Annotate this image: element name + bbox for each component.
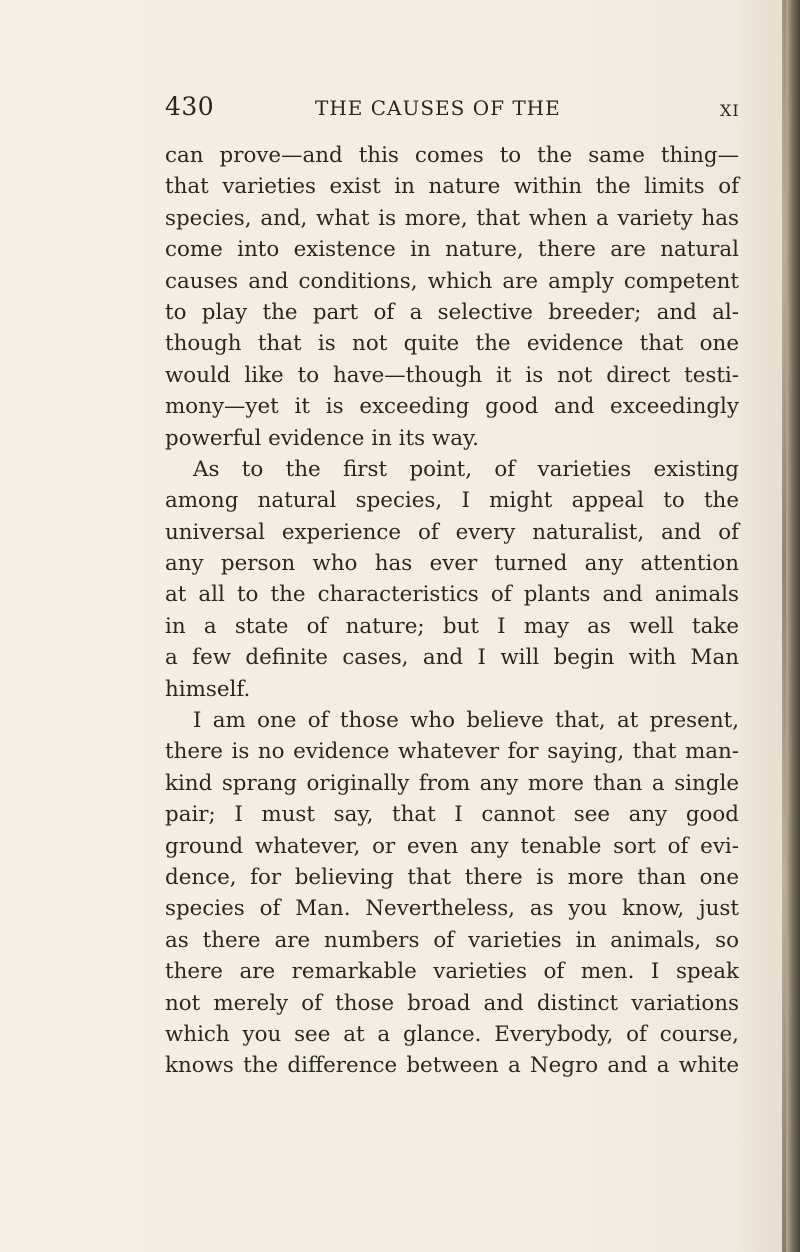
text-line: among natural species, I might appeal to the <box>165 488 739 514</box>
text-line: mony—yet it is exceeding good and exceedingly <box>165 394 739 420</box>
text-line: that varieties exist in nature within the limits of <box>165 174 739 200</box>
text-line: I am one of those who believe that, at present, <box>193 708 739 734</box>
text-line: species, and, what is more, that when a variety has <box>165 205 739 231</box>
running-header <box>165 86 739 126</box>
text-line: a few definite cases, and I will begin with Man <box>165 645 739 671</box>
text-line: in a state of nature; but I may as well take <box>165 613 739 639</box>
text-line: kind sprang originally from any more than a single <box>165 770 739 796</box>
text-line: though that is not quite the evidence that one <box>165 331 739 357</box>
body-text <box>165 140 739 1082</box>
text-line: himself. <box>165 676 251 702</box>
text-line: at all to the characteristics of plants and animals <box>165 582 739 608</box>
text-line: any person who has ever turned any attention <box>165 551 739 577</box>
text-line: powerful evidence in its way. <box>165 425 479 451</box>
text-line: ground whatever, or even any tenable sort of evi- <box>165 833 739 859</box>
text-line: there is no evidence whatever for saying, that man- <box>165 739 739 765</box>
text-line: there are remarkable varieties of men. I speak <box>165 959 739 985</box>
text-line: as there are numbers of varieties in animals, so <box>165 927 739 953</box>
text-line: dence, for believing that there is more than one <box>165 864 739 890</box>
text-line: knows the difference between a Negro and a white <box>165 1053 739 1079</box>
text-line: which you see at a glance. Everybody, of course, <box>165 1021 739 1047</box>
text-line: can prove—and this comes to the same thing— <box>165 143 739 168</box>
text-line: As to the first point, of varieties existing <box>193 456 739 482</box>
chapter-number: XI <box>720 101 740 120</box>
text-line: pair; I must say, that I cannot see any good <box>165 802 739 828</box>
text-line: species of Man. Nevertheless, as you know, just <box>165 896 739 922</box>
running-head-title: THE CAUSES OF THE <box>315 96 561 120</box>
page-edge-detail <box>782 0 786 1252</box>
text-line: not merely of those broad and distinct variations <box>165 990 739 1016</box>
text-line: would like to have—though it is not direct testi- <box>165 362 739 388</box>
page-number: 430 <box>165 92 215 121</box>
text-line: universal experience of every naturalist, and of <box>165 519 739 545</box>
text-line: come into existence in nature, there are natural <box>165 237 739 263</box>
text-line: to play the part of a selective breeder; and al- <box>165 299 739 325</box>
text-line: causes and conditions, which are amply competent <box>165 268 739 294</box>
